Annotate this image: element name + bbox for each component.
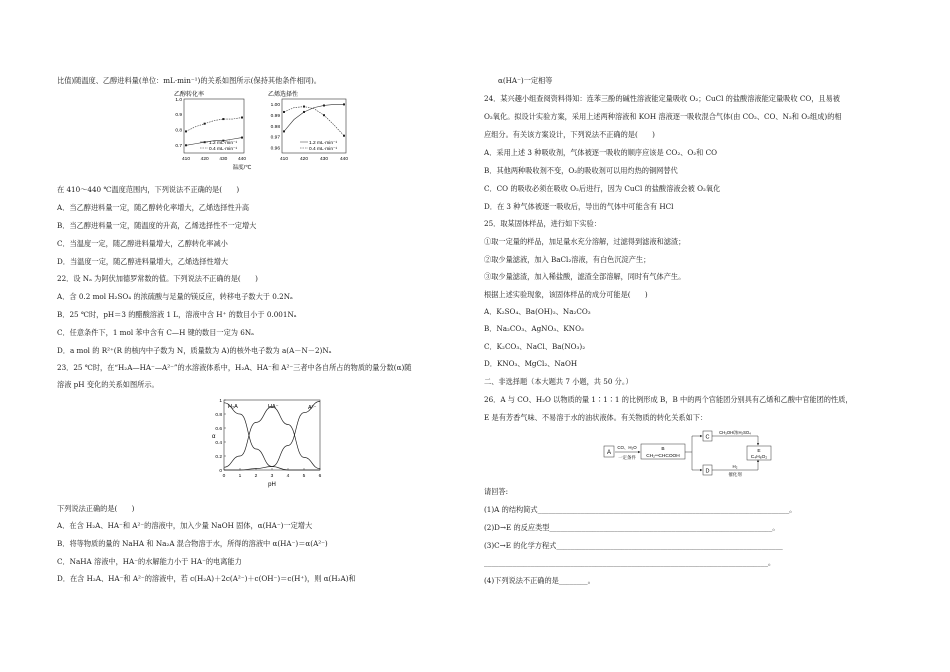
fig1-right-ytick: 0.96: [270, 146, 280, 152]
fig1-left-legend-04: 0.4 mL·min⁻¹: [209, 147, 238, 152]
fig1-left-point: [241, 117, 243, 119]
fig1-left-legend-12: 1.2 mL·min⁻¹: [209, 141, 238, 146]
fig2-series-curve: [224, 403, 320, 470]
fig2-xtick: 0: [222, 474, 226, 479]
q23-stem-1: 23．25 ℃时，在“H₂A—HA⁻—A²⁻”的水溶液体系中，H₂A、HA⁻和 A²⁻三者中各自所占的物质的量分数(α)随: [57, 363, 412, 372]
q26-part-3a[interactable]: (3)C→E 的化学方程式_______________________________________________________________: [484, 541, 783, 550]
q23-stem-2: 溶液 pH 变化的关系如图所示。: [57, 380, 159, 389]
q23-ask: 下列说法正确的是( ): [57, 504, 135, 513]
q25-stem: 25．取某固体样品，进行如下实验：: [484, 219, 601, 228]
fig2-xtick: 5: [302, 474, 306, 479]
fig1-xtick: 440: [339, 157, 349, 162]
fig2-ytick: 0.2: [215, 454, 222, 460]
section-2-heading: 二、非选择题（本大题共 7 小题，共 50 分。）: [484, 377, 633, 386]
fig1-left-ytick: 0.8: [175, 128, 182, 134]
scheme-arrow1-top: CO、H₂O: [617, 445, 637, 450]
scheme-a-label: A: [606, 450, 612, 456]
fig2-xticks: [223, 468, 322, 479]
fig1-right-point: [303, 111, 305, 113]
q26-part-4[interactable]: (4)下列说法不正确的是________。: [484, 576, 595, 585]
q25-step-2: ②取少量滤液，加入 BaCl₂溶液，有白色沉淀产生；: [484, 255, 651, 264]
fig1-right-ytick: 0.97: [270, 135, 280, 141]
scheme-arrow1-bottom: 一定条件: [618, 455, 636, 460]
fig2-series-curve: [224, 401, 320, 470]
q23-option-d: D．在含 H₂A、HA⁻和 A²⁻的溶液中，若 c(H₂A)＋2c(A²⁻)＋c(OH⁻)＝c(H⁺)，则 α(H₂A)和: [57, 574, 356, 583]
fig2-xlabel: pH: [268, 482, 276, 488]
fig1-left-yticks: [175, 97, 182, 149]
fig1-right-legend-04: 0.4 mL·min⁻¹: [309, 147, 338, 152]
fig1-xtick: 420: [200, 157, 209, 162]
q24-stem-3: 应组分。有关该方案设计，下列说法不正确的是( ): [484, 130, 655, 139]
fig1-left-series-line: [186, 118, 242, 132]
q23-option-d-cont: α(HA⁻)一定相等: [498, 76, 553, 85]
q22-option-b: B．25 ℃时，pH＝3 的醋酸溶液 1 L，溶液中含 H⁺ 的数目小于 0.001Nₐ: [57, 310, 297, 319]
fig2-ytick: 0.4: [215, 440, 222, 446]
fig1-left-point: [222, 118, 224, 120]
fig1-right-point: [343, 103, 345, 105]
q25-step-3: ③取少量滤渣，加入稀盐酸，滤渣全部溶解，同时有气体产生。: [484, 272, 686, 281]
q22-option-d: D．a mol 的 R²⁺(R 的核内中子数为 N，质量数为 A)的核外电子数为 a(A－N－2)Nₐ: [57, 346, 332, 355]
fig1-right-point: [323, 104, 325, 106]
q23-option-b: B．将等物质的量的 NaHA 和 Na₂A 混合物溶于水，所得的溶液中 α(HA⁻)＝α(A²⁻): [57, 539, 328, 548]
q21-option-c: C．当温度一定，随乙醇进料量增大，乙醇转化率减小: [57, 239, 228, 248]
fig2-label-a2: A²⁻: [308, 405, 317, 411]
fig2-series-curve: [224, 407, 320, 469]
q26-stem-1: 26．A 与 CO、H₂O 以物质的量 1∶1∶1 的比例形成 B，B 中的两个官能团分别具有乙烯和乙酸中官能团的性质，: [484, 395, 853, 404]
fig1-left-point: [185, 130, 187, 132]
q26-stem-2: E 是有芳香气味、不易溶于水的油状液体。有关物质的转化关系如下：: [484, 413, 708, 422]
q23-option-c: C．NaHA 溶液中，HA⁻的水解能力小于 HA⁻的电离能力: [57, 557, 242, 566]
q26-part-1[interactable]: (1)A 的结构简式______________________________________________________________________。: [484, 505, 797, 514]
q21-option-a: A．当乙醇进料量一定，随乙醇转化率增大，乙烯选择性升高: [57, 203, 250, 212]
scheme-cat-label: 催化剂: [728, 472, 742, 477]
scheme-e-label: E: [757, 449, 761, 454]
fig2-xtick: 1: [238, 474, 242, 479]
reaction-scheme: [602, 428, 782, 482]
q24-option-b: B．其他两种吸收剂不变，O₂的吸收剂可以用灼热的铜网替代: [484, 166, 678, 175]
q25-option-c: C．K₂CO₃、NaCl、Ba(NO₃)₂: [484, 342, 586, 351]
fig2-yticks: [215, 398, 226, 474]
fig2-ylabel: α: [212, 434, 216, 440]
fig1-left-title: 乙醇转化率: [174, 92, 205, 98]
scheme-b-formula: CH₂═CHCOOH: [646, 454, 680, 459]
q25-option-d: D．KNO₃、MgCl₂、NaOH: [484, 359, 578, 368]
q22-option-c: C．任意条件下，1 mol 苯中含有 C—H 键的数目一定为 6Nₐ: [57, 328, 254, 337]
fig1-left-point: [241, 137, 243, 139]
scheme-c-reagent: CH₃OH/浓H₂SO₄: [719, 430, 751, 435]
fig2-ytick: 1: [219, 398, 222, 404]
fig1-xtick: 420: [299, 157, 309, 162]
fig1-left-point: [185, 144, 187, 146]
q22-option-a: A．含 0.2 mol H₂SO₄ 的浓硫酸与足量的镁反应，转移电子数大于 0.2Nₐ: [57, 292, 293, 301]
q21-stem: 在 410～440 ℃温度范围内，下列说法不正确的是( ): [57, 185, 240, 194]
fig1-xtick: 410: [279, 157, 289, 162]
scheme-arrow-b-d: [692, 452, 702, 470]
fig2-xtick: 3: [270, 474, 274, 479]
q24-stem-1: 24．某兴趣小组查阅资料得知：连苯三酚的碱性溶液能定量吸收 O₂；CuCl 的盐酸溶液能定量吸收 CO，且易被: [484, 94, 840, 103]
q25-option-b: B．Na₂CO₃、AgNO₃、KNO₃: [484, 324, 584, 333]
fig2-label-ha: HA⁻: [268, 404, 279, 410]
q25-option-a: A．K₂SO₄、Ba(OH)₂、Na₂CO₃: [484, 307, 591, 316]
fig1-right-ytick: 1.00: [270, 103, 280, 109]
fig1-left-ytick: 0.9: [175, 113, 182, 119]
fig2-frame: [224, 400, 320, 470]
fig2-xtick: 2: [254, 474, 258, 479]
scheme-c-label: C: [705, 434, 710, 441]
q21-option-b: B．当乙醇进料量一定，随温度的升高，乙烯选择性不一定增大: [57, 221, 257, 230]
ask-line: 请回答:: [484, 487, 508, 496]
fig1-xlabel: 温度/℃: [232, 165, 252, 171]
figure-speciation-chart: [202, 394, 332, 490]
fig1-xtick: 430: [219, 157, 228, 162]
q24-stem-2: O₂氧化。拟设计实验方案，采用上述两种溶液和 KOH 溶液逐一吸收混合气体(由 CO₂、CO、N₂和 O₂组成)的相: [484, 112, 842, 121]
scheme-d-label: D: [705, 468, 710, 475]
q24-option-c: C．CO 的吸收必须在吸收 O₂后进行，因为 CuCl 的盐酸溶液会被 O₂氧化: [484, 184, 721, 193]
fig1-left-ytick: 1.0: [175, 97, 182, 103]
fig1-left-ytick: 0.7: [175, 144, 182, 150]
scheme-e-formula: C₄H₈O₂: [750, 455, 768, 460]
scheme-arrow-b-c: [692, 436, 702, 452]
fig1-right-point: [283, 111, 285, 113]
q24-option-a: A．采用上述 3 种吸收剂，气体被逐一吸收的顺序应该是 CO₂、O₂和 CO: [484, 148, 718, 157]
q22-stem: 22．设 Nₐ 为阿伏加德罗常数的值。下列说法不正确的是( ): [57, 274, 258, 283]
fig1-xtick: 430: [319, 157, 329, 162]
fig2-xtick: 6: [318, 474, 322, 479]
fig1-xtick: 410: [181, 157, 191, 162]
fig2-ytick: 0.8: [215, 412, 222, 418]
scheme-arrow-c-e: [712, 436, 758, 445]
fig2-label-h2a: H₂A: [228, 404, 238, 410]
fig1-right-point: [283, 130, 285, 132]
fig1-right-ytick: 0.98: [270, 124, 280, 130]
fig1-right-lines: [283, 103, 345, 136]
fig1-xticks: [182, 156, 348, 162]
q25-ask: 根据上述实验现象，该固体样品的成分可能是( ): [484, 290, 648, 299]
fig1-right-yticks: [271, 102, 281, 151]
fig1-left-point: [204, 123, 206, 125]
q26-part-2[interactable]: (2)D→E 的反应类型______________________________________________________________。: [484, 523, 780, 532]
fig2-lines: [224, 401, 320, 470]
fig1-right-ytick: 0.99: [270, 114, 280, 119]
q23-option-a: A．在含 H₂A、HA⁻和 A²⁻的溶液中，加入少量 NaOH 固体，α(HA⁻)一定增大: [57, 521, 313, 530]
fig1-right-point: [343, 135, 345, 137]
fig1-right-legend-12: 1.2 mL·min⁻¹: [309, 141, 338, 146]
fig1-right-point: [303, 106, 305, 108]
fig2-ytick: 0.6: [215, 426, 222, 432]
scheme-b-label: B: [661, 447, 665, 452]
fig1-right-title: 乙烯选择性: [268, 92, 299, 98]
fig1-right-point: [323, 114, 325, 116]
intro-line: 比值)随温度、乙醇进料量(单位：mL·min⁻¹)的关系如图所示(保持其他条件相同)。: [57, 76, 321, 85]
figure-ethanol-charts: [172, 89, 352, 171]
fig2-ytick: 0: [219, 468, 222, 474]
q25-step-1: ①取一定量的样品，加足量水充分溶解，过滤得到滤液和滤渣；: [484, 237, 686, 246]
fig1-xtick: 440: [237, 157, 247, 162]
scheme-h2-label: H₂: [732, 464, 738, 469]
q26-part-3b[interactable]: _______________________________________________________________________________。: [484, 558, 776, 567]
q21-option-d: D．当温度一定，随乙醇进料量增大，乙烯选择性增大: [57, 257, 229, 266]
fig2-xtick: 4: [286, 474, 290, 479]
q24-option-d: D．在 3 种气体被逐一吸收后，导出的气体中可能含有 HCl: [484, 202, 674, 211]
